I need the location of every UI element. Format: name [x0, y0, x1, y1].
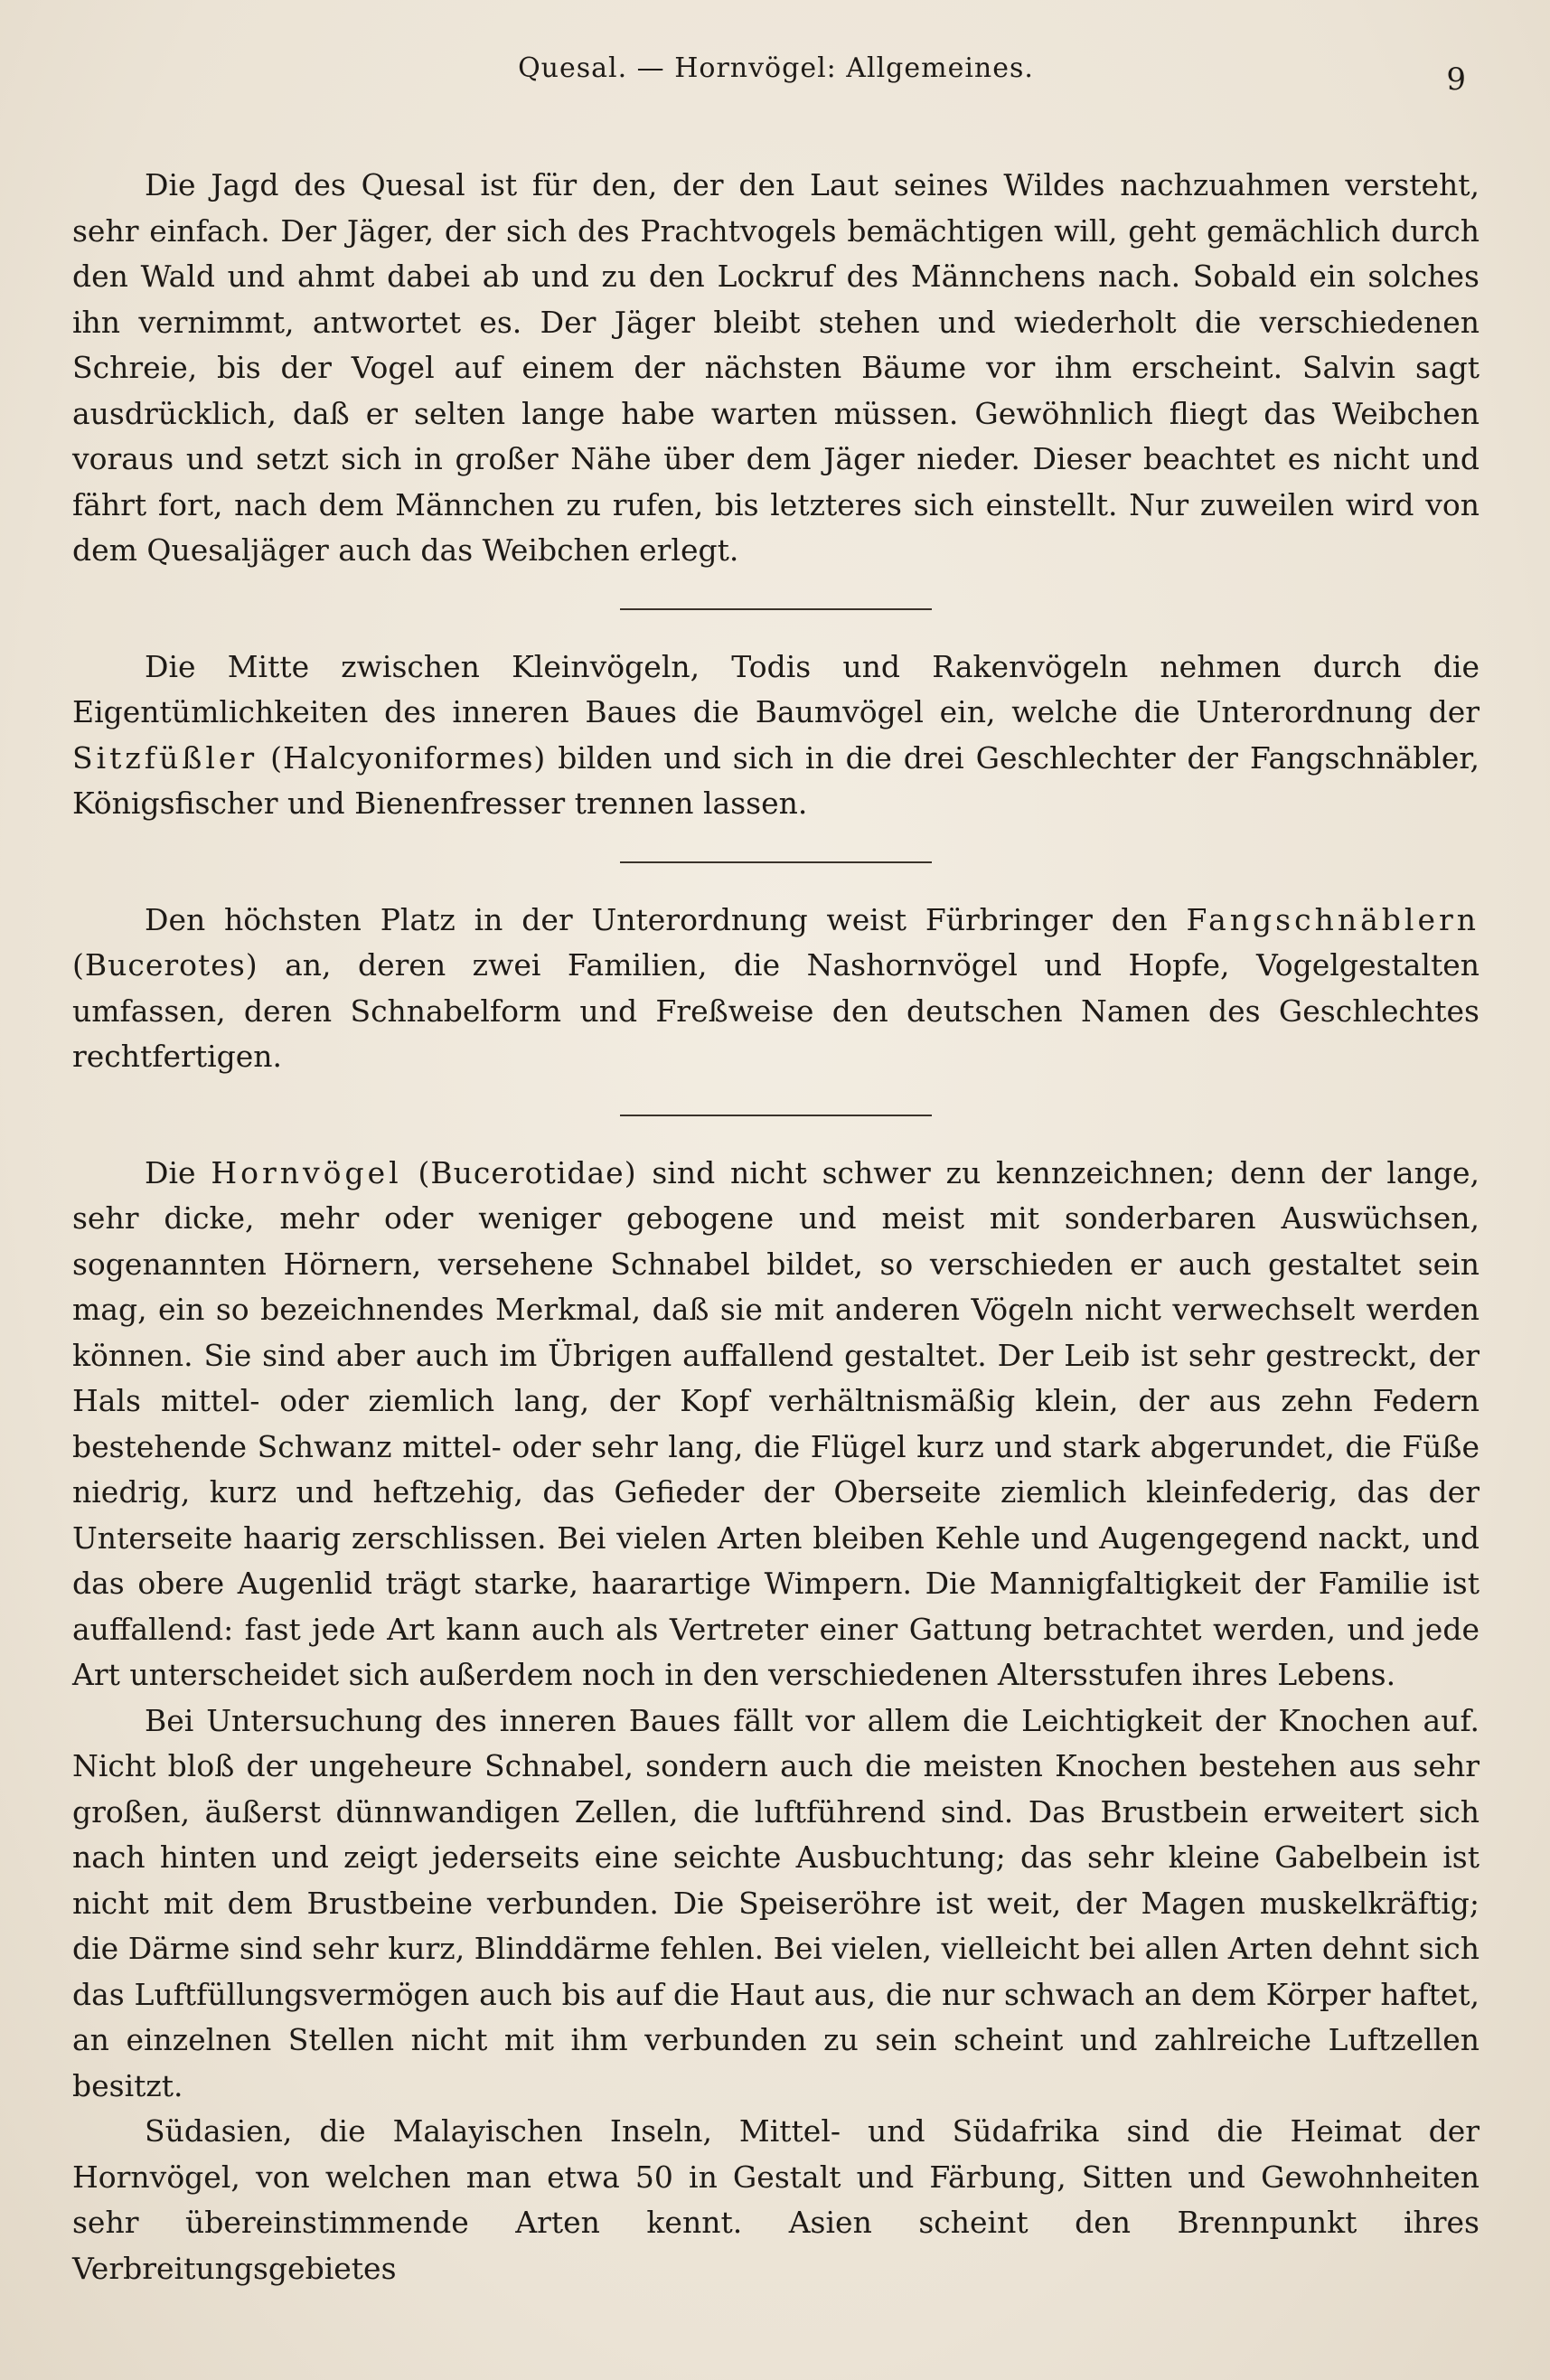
latin-term: (Bucerotidae)	[401, 1154, 637, 1190]
latin-term: (Halcyoniformes)	[258, 739, 547, 776]
spaced-term: Sitzfüßler	[72, 739, 258, 776]
paragraph-text: sind nicht schwer zu kennzeichnen; denn der lange, sehr dicke, mehr oder weniger gebogene und meist mit sonderbaren Auswüchsen, sogenannten Hörnern, versehene Schnabel bildet, so verschieden er auch gestaltet sein mag, ein so bezeichnendes Merkmal, daß sie mit anderen Vögeln nicht verwechselt werden können. Sie sind aber auch im Übrigen auffallend gestaltet. Der Leib ist sehr gestreckt, der Hals mittel- oder ziemlich lang, der Kopf verhältnismäßig klein, der aus zehn Federn bestehende Schwanz mittel- oder sehr lang, die Flügel kurz und stark abgerundet, die Füße niedrig, kurz und heftzehig, das Gefieder der Oberseite ziemlich kleinfederig, das der Unterseite haarig zerschlissen. Bei vielen Arten bleiben Kehle und Augengegend nackt, und das obere Augenlid trägt starke, haarartige Wimpern. Die Mannigfaltigkeit der Familie ist auffallend: fast jede Art kann auch als Vertreter einer Gattung betrachtet werden, und jede Art unterscheidet sich außerdem noch in den verschiedenen Altersstufen ihres Lebens.	[72, 1154, 1480, 1692]
running-header	[72, 45, 1480, 99]
latin-term: (Bucerotes)	[72, 947, 258, 983]
paragraph-halcyoniformes	[72, 644, 1480, 827]
section-divider	[620, 608, 932, 610]
paragraph-text: Die	[145, 1154, 211, 1190]
spaced-term: Hornvögel	[211, 1154, 402, 1190]
paragraph-distribution: Südasien, die Malayischen Inseln, Mittel- und Südafrika sind die Heimat der Hornvögel, von welchen man etwa 50 in Gestalt und Färbung, Sitten und Gewohnheiten sehr übereinstimmende Arten kennt. Asien scheint den Brennpunkt ihres Verbreitungsgebietes	[72, 2113, 1480, 2286]
paragraph-text: Die Mitte zwischen Kleinvögeln, Todis und Rakenvögeln nehmen durch die Eigentümlichkeiten des inneren Baues die Baumvögel ein, welche die Unterordnung der	[72, 648, 1480, 729]
page-number: 9	[1446, 61, 1467, 98]
spaced-term: Fangschnäblern	[1186, 901, 1480, 937]
paragraph-text: bilden und sich in die drei Geschlechter der Fangschnäbler, Königsfischer und Bienenfresser trennen lassen.	[72, 739, 1480, 821]
paragraph-text: an, deren zwei Familien, die Nashornvögel und Hopfe, Vogelgestalten umfassen, deren Schnabelform und Freßweise den deutschen Namen des Geschlechtes rechtfertigen.	[72, 947, 1480, 1074]
section-divider	[620, 861, 932, 863]
paragraph-bucerotes	[72, 898, 1480, 1080]
paragraph-text: Den höchsten Platz in der Unterordnung weist Fürbringer den	[145, 901, 1187, 937]
header-title: Quesal. — Hornvögel: Allgemeines.	[518, 52, 1034, 84]
paragraph-anatomy: Bei Untersuchung des inneren Baues fällt vor allem die Leichtigkeit der Knochen auf. Nicht bloß der ungeheure Schnabel, sondern auch die meisten Knochen bestehen aus sehr großen, äußerst dünnwandigen Zellen, die luftführend sind. Das Brustbein erweitert sich nach hinten und zeigt jederseits eine seichte Ausbuchtung; das sehr kleine Gabelbein ist nicht mit dem Brustbeine verbunden. Die Speiseröhre ist weit, der Magen muskelkräftig; die Därme sind sehr kurz, Blinddärme fehlen. Bei vielen, vielleicht bei allen Arten dehnt sich das Luftfüllungsvermögen auch bis auf die Haut aus, die nur schwach an dem Körper haftet, an einzelnen Stellen nicht mit ihm verbunden zu sein scheint und zahlreiche Luftzellen besitzt.	[72, 1702, 1480, 2103]
section-divider	[620, 1115, 932, 1116]
paragraph-quesal-hunting: Die Jagd des Quesal ist für den, der den Laut seines Wildes nachzuahmen versteht, sehr einfach. Der Jäger, der sich des Prachtvogels bemächtigen will, geht gemächlich durch den Wald und ahmt dabei ab und zu den Lockruf des Männchens nach. Sobald ein solches ihn vernimmt, antwortet es. Der Jäger bleibt stehen und wiederholt die verschiedenen Schreie, bis der Vogel auf einem der nächsten Bäume vor ihm erscheint. Salvin sagt ausdrücklich, daß er selten lange habe warten müssen. Gewöhnlich fliegt das Weibchen voraus und setzt sich in großer Nähe über dem Jäger nieder. Dieser beachtet es nicht und fährt fort, nach dem Männchen zu rufen, bis letzteres sich einstellt. Nur zuweilen wird von dem Quesaljäger auch das Weibchen erlegt.	[72, 167, 1480, 568]
paragraph-bucerotidae	[72, 1151, 1480, 1698]
